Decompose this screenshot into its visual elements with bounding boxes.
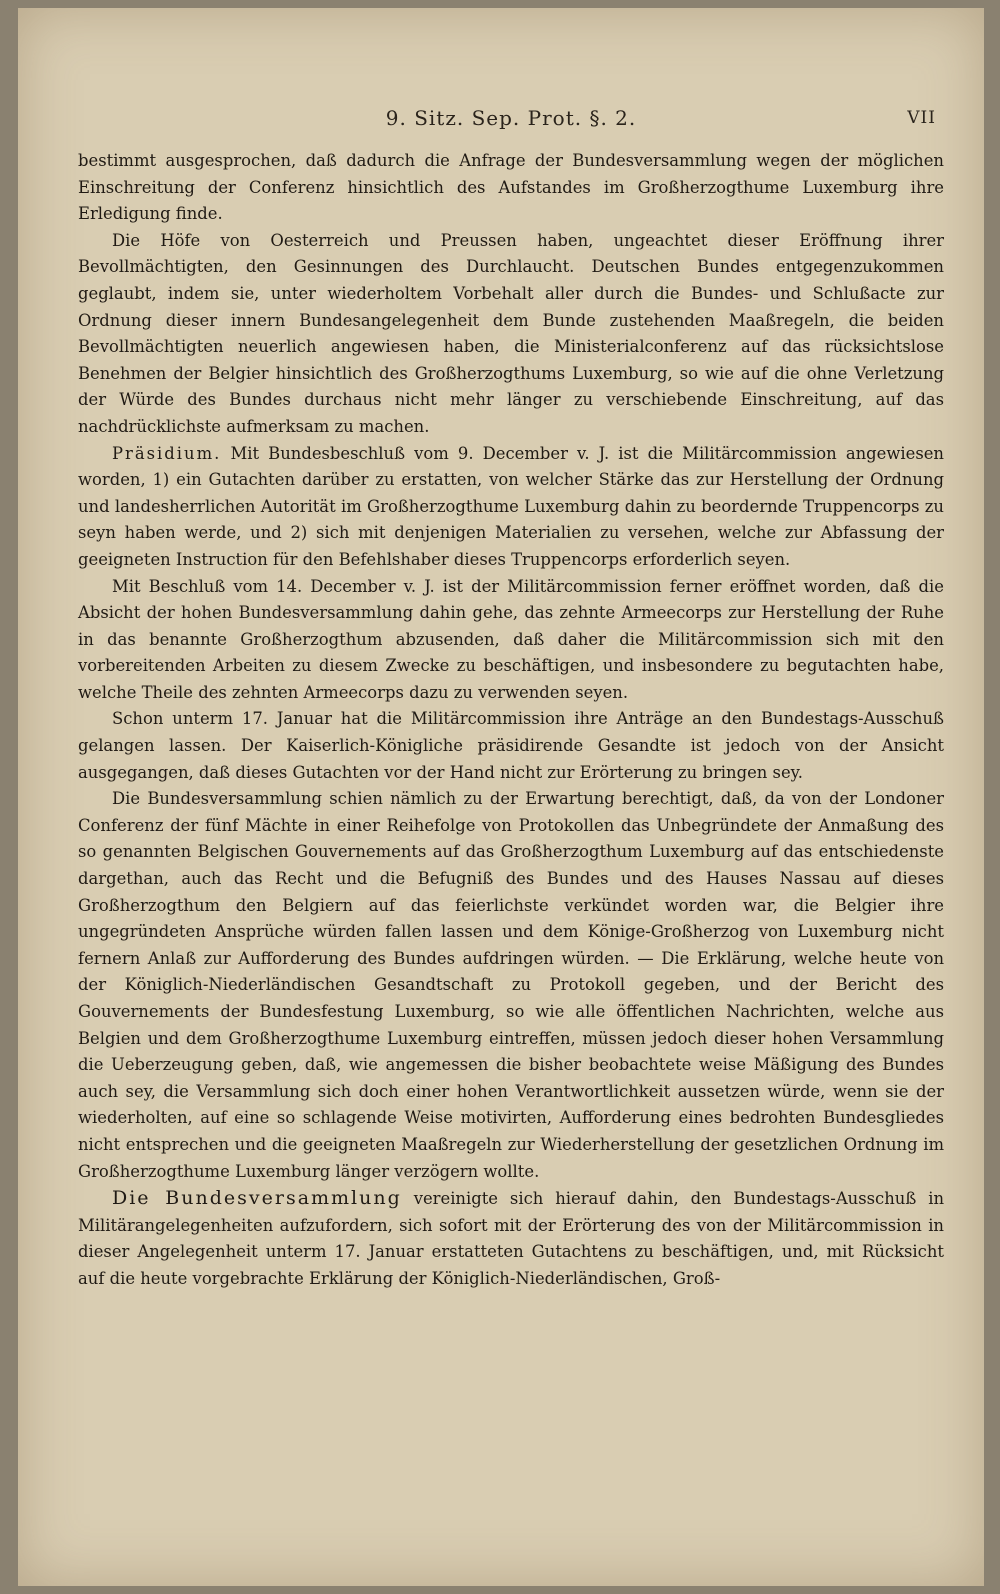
paragraph: Die Höfe von Oesterreich und Preussen haben, ungeachtet dieser Eröffnung ihrer Bevollmächtigten, den Gesinnungen des Durchlaucht. Deutschen Bundes entgegenzukommen geglaubt, indem sie, unter wiederholtem Vorbehalt aller durch die Bundes- und Schlußacte zur Ordnung dieser innern Bundesangelegenheit dem Bunde zustehenden Maaßregeln, die beiden Bevollmächtigten neuerlich angewiesen haben, die Ministerialconferenz auf das rücksichtslose Benehmen der Belgier hinsichtlich des Großherzogthums Luxemburg, so wie auf die ohne Verletzung der Würde des Bundes durchaus nicht mehr länger zu verschiebende Einschreitung, auf das nachdrücklichste aufmerksam zu machen.	[78, 230, 944, 436]
page-header	[78, 106, 944, 136]
paragraph: Mit Beschluß vom 14. December v. J. ist der Militärcommission ferner eröffnet worden, daß die Absicht der hohen Bundesversammlung dahin gehe, das zehnte Armeecorps zur Herstellung der Ruhe in das benannte Großherzogthum abzusenden, daß daher die Militärcommission sich mit den vorbereitenden Arbeiten zu diesem Zwecke zu beschäftigen, und insbesondere zu begutachten habe, welche Theile des zehnten Armeecorps dazu zu verwenden seyen.	[78, 576, 944, 702]
page-number: VII	[907, 108, 936, 128]
paragraph: bestimmt ausgesprochen, daß dadurch die Anfrage der Bundesversammlung wegen der möglichen Einschreitung der Conferenz hinsichtlich des Aufstandes im Großherzogthume Luxemburg ihre Erledigung finde.	[78, 151, 944, 224]
paragraph: Die Bundesversammlung vereinigte sich hierauf dahin, den Bundestags-Ausschuß in Militärangelegenheiten aufzufordern, sich sofort mit der Erörterung des von der Militärcommission in dieser Angelegenheit unterm 17. Januar erstatteten Gutachtens zu beschäftigen, und, mit Rücksicht auf die heute vorgebrachte Erklärung der Königlich-Niederländischen, Groß-	[78, 1187, 944, 1288]
running-title: 9. Sitz. Sep. Prot. §. 2.	[385, 106, 637, 130]
paragraph: Schon unterm 17. Januar hat die Militärcommission ihre Anträge an den Bundestags-Ausschuß gelangen lassen. Der Kaiserlich-Königliche präsidirende Gesandte ist jedoch von der Ansicht ausgegangen, daß dieses Gutachten vor der Hand nicht zur Erörterung zu bringen sey.	[78, 709, 944, 782]
speaker-label: Die Bundesversammlung	[112, 1187, 402, 1210]
speaker-label: Präsidium.	[112, 443, 222, 463]
page	[18, 8, 984, 1586]
body-text	[78, 148, 944, 1293]
paragraph: Die Bundesversammlung schien nämlich zu der Erwartung berechtigt, daß, da von der Londoner Conferenz der fünf Mächte in einer Reihefolge von Protokollen das Unbegründete der Anmaßung des so genannten Belgischen Gouvernements auf das Großherzogthum Luxemburg auf das entschiedenste dargethan, auch das Recht und die Befugniß des Bundes und des Hauses Nassau auf dieses Großherzogthum den Belgiern auf das feierlichste verkündet worden war, die Belgier ihre ungegründeten Ansprüche würden fallen lassen und dem Könige-Großherzog von Luxemburg nicht fernern Anlaß zur Aufforderung des Bundes aufdringen würden. — Die Erklärung, welche heute von der Königlich-Niederländischen Gesandtschaft zu Protokoll gegeben, und der Bericht des Gouvernements der Bundesfestung Luxemburg, so wie alle öffentlichen Nachrichten, welche aus Belgien und dem Großherzogthume Luxemburg eintreffen, müssen jedoch dieser hohen Versammlung die Ueberzeugung geben, daß, wie angemessen die bisher beobachtete weise Mäßigung des Bundes auch sey, die Versammlung sich doch einer hohen Verantwortlichkeit aussetzen würde, wenn sie der wiederholten, auf eine so schlagende Weise motivirten, Aufforderung eines bedrohten Bundesgliedes nicht entsprechen und die geeigneten Maaßregeln zur Wiederherstellung der gesetzlichen Ordnung im Großherzogthume Luxemburg länger verzögern wollte.	[78, 789, 944, 1181]
paragraph: Präsidium. Mit Bundesbeschluß vom 9. December v. J. ist die Militärcommission angewiesen worden, 1) ein Gutachten darüber zu erstatten, von welcher Stärke das zur Herstellung der Ordnung und landesherrlichen Autorität im Großherzogthume Luxemburg dahin zu beordernde Truppencorps zu seyn haben werde, und 2) sich mit denjenigen Materialien zu versehen, welche zur Abfassung der geeigneten Instruction für den Befehlshaber dieses Truppencorps erforderlich seyen.	[78, 443, 944, 569]
